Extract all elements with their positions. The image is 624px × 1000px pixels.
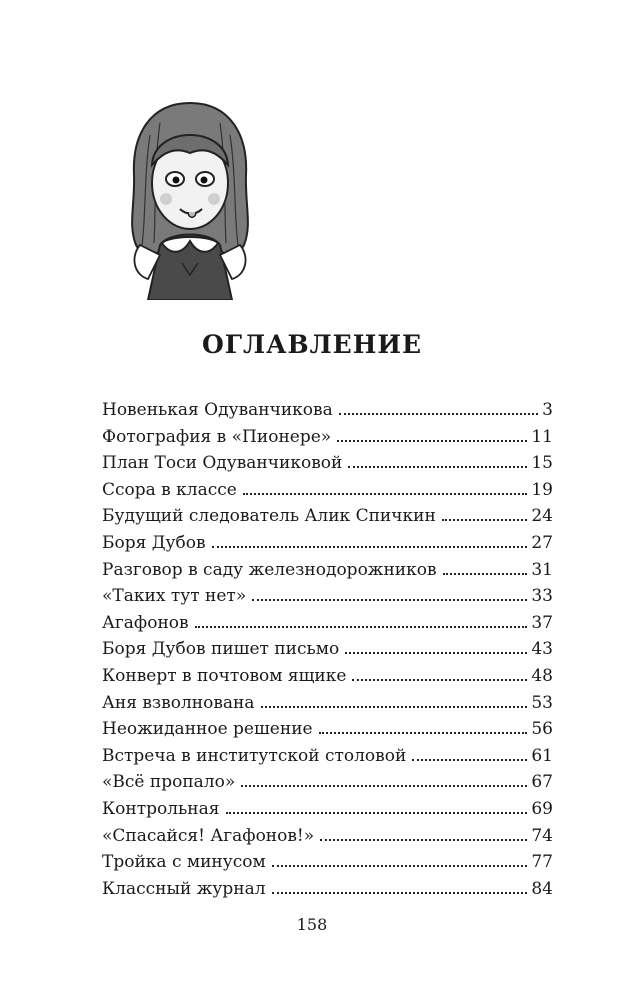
- toc-entry-page: 48: [531, 665, 553, 686]
- toc-entry-page: 43: [531, 639, 553, 660]
- dot-leader: [337, 440, 527, 442]
- toc-entry-page: 61: [531, 745, 553, 766]
- toc-entry-title: Разговор в саду железнодорожников: [102, 559, 437, 580]
- dot-leader: [412, 759, 527, 761]
- toc-entry-title: План Тоси Одуванчиковой: [102, 453, 343, 474]
- toc-entry: [102, 610, 553, 637]
- toc-entry: [102, 849, 553, 876]
- toc-entry-page: 11: [531, 426, 553, 447]
- toc-entry: [102, 690, 553, 717]
- toc-entry-page: 37: [531, 612, 553, 633]
- toc-entry-page: 27: [531, 532, 553, 553]
- toc-entry-title: Боря Дубов: [102, 532, 206, 553]
- toc-entry: [102, 876, 553, 903]
- page-title: ОГЛАВЛЕНИЕ: [201, 330, 423, 359]
- toc-entry-title: Встреча в институтской столовой: [102, 745, 407, 766]
- dot-leader: [339, 413, 538, 415]
- toc-entry-page: 77: [531, 852, 553, 873]
- dot-leader: [319, 732, 528, 734]
- toc-entry-page: 69: [531, 798, 553, 819]
- toc-entry-page: 3: [542, 400, 553, 420]
- toc-entry-title: Ссора в классе: [102, 479, 237, 500]
- toc-entry: [102, 663, 553, 690]
- dot-leader: [272, 865, 528, 867]
- toc-entry: [102, 397, 553, 424]
- dot-leader: [348, 466, 527, 468]
- dot-leader: [212, 546, 528, 548]
- toc-entry-page: 33: [531, 586, 553, 607]
- toc-entry-title: Агафонов: [102, 612, 189, 633]
- dot-leader: [272, 892, 528, 894]
- dot-leader: [352, 679, 527, 681]
- toc-entry: [102, 477, 553, 504]
- toc-entry-title: Неожиданное решение: [102, 719, 313, 740]
- dot-leader: [442, 519, 528, 521]
- toc-entry-title: «Таких тут нет»: [102, 586, 247, 607]
- dot-leader: [443, 573, 528, 575]
- toc-entry-title: Аня взволнована: [102, 692, 255, 713]
- table-of-contents: [102, 397, 553, 902]
- page-number: 158: [296, 915, 328, 934]
- toc-entry-page: 84: [531, 878, 553, 899]
- toc-entry: [102, 583, 553, 610]
- toc-entry: [102, 636, 553, 663]
- dot-leader: [243, 493, 528, 495]
- toc-entry-page: 19: [531, 479, 553, 500]
- toc-entry: [102, 557, 553, 584]
- toc-entry: [102, 530, 553, 557]
- dot-leader: [252, 599, 527, 601]
- toc-entry: [102, 769, 553, 796]
- toc-entry: [102, 796, 553, 823]
- toc-entry-title: Контрольная: [102, 798, 220, 819]
- dot-leader: [320, 839, 527, 841]
- toc-entry-title: «Спасайся! Агафонов!»: [102, 825, 315, 846]
- toc-entry-page: 74: [531, 825, 553, 846]
- toc-entry-title: Классный журнал: [102, 878, 266, 899]
- toc-entry-title: Боря Дубов пишет письмо: [102, 639, 340, 660]
- dot-leader: [241, 785, 527, 787]
- toc-entry-title: Будущий следователь Алик Спичкин: [102, 506, 436, 527]
- toc-entry: [102, 716, 553, 743]
- girl-illustration: [120, 95, 260, 300]
- toc-entry: [102, 424, 553, 451]
- toc-entry: [102, 823, 553, 850]
- toc-entry-page: 67: [531, 772, 553, 793]
- toc-entry-title: Новенькая Одуванчикова: [102, 400, 333, 420]
- toc-entry-title: Тройка с минусом: [102, 852, 266, 873]
- toc-entry-title: Фотография в «Пионере»: [102, 426, 332, 447]
- toc-entry-page: 24: [531, 506, 553, 527]
- toc-entry: [102, 503, 553, 530]
- dot-leader: [195, 626, 528, 628]
- toc-entry-title: Конверт в почтовом ящике: [102, 665, 347, 686]
- dot-leader: [226, 812, 528, 814]
- toc-entry-page: 15: [531, 453, 553, 474]
- toc-entry-page: 31: [531, 559, 553, 580]
- toc-entry-title: «Всё пропало»: [102, 772, 236, 793]
- toc-entry-page: 53: [531, 692, 553, 713]
- dot-leader: [345, 652, 527, 654]
- dot-leader: [261, 706, 528, 708]
- toc-entry: [102, 743, 553, 770]
- toc-entry-page: 56: [531, 719, 553, 740]
- toc-entry: [102, 450, 553, 477]
